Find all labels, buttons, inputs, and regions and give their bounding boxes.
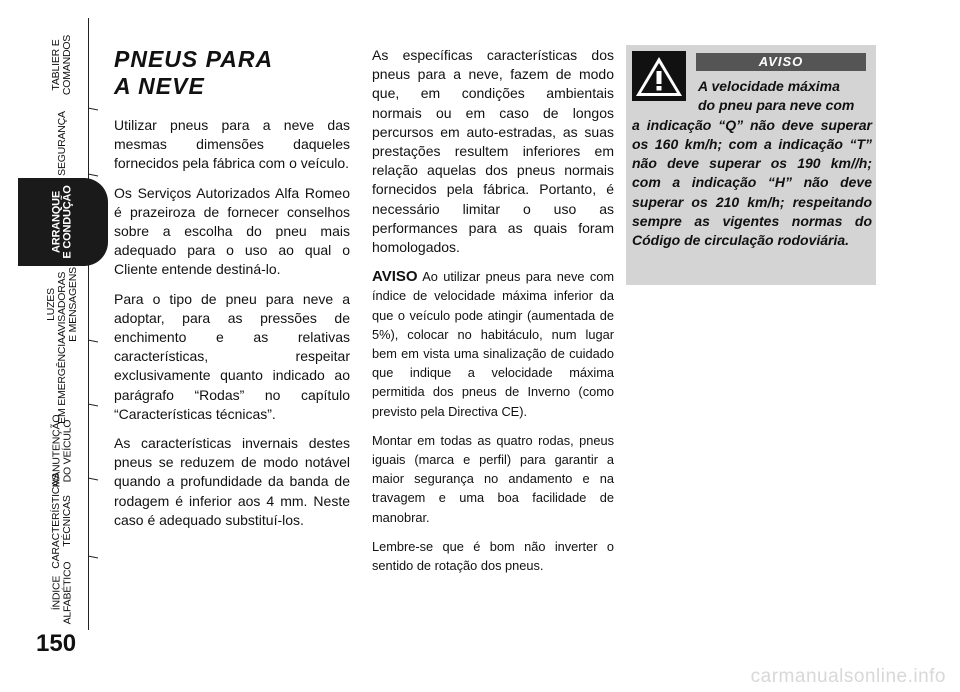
paragraph: As específicas características dos pneus para a neve, fazem de modo que, em condições ambientais normais ou em caso de longos percursos em auto-estradas, as suas prestações resultem inferiores em relação aquelas dos pneus normais fornecidos pela fábrica. Portanto, é necessário limitar o uso as performances para as quais foram homologados.: [372, 47, 614, 256]
tab-em-emergencia[interactable]: EM EMERGÊNCIA: [55, 336, 68, 424]
paragraph: Os Serviços Autorizados Alfa Romeo é prazeiroza de fornecer conselhos sobre a escolha do pneu mais adequado para o uso ao qual o Cliente entende destiná-lo.: [114, 184, 350, 278]
tab-tablier-comandos[interactable]: TABLIER E COMANDOS: [50, 34, 73, 96]
paragraph: As características invernais destes pneus se reduzem de modo notável quando a profundidade da banda de rodagem é inferior aos 4 mm. Neste caso é adequado substituí-los.: [114, 435, 350, 528]
aviso-label: AVISO: [372, 268, 418, 286]
paragraph: Para o tipo de pneu para neve a adoptar, para as pressões de enchimento e as relativas características, respeitar exclusivamente quanto indicado ao parágrafo “Rodas” no capítulo “Características técnicas”.: [114, 290, 350, 422]
tab-arranque-conducao[interactable]: ARRANQUE E CONDUÇÃO: [18, 178, 108, 266]
warning-box: [626, 45, 876, 285]
page-number: 150: [36, 630, 77, 657]
tab-separators: [86, 0, 100, 630]
tab-manutencao[interactable]: MANUTENÇÃO DO VEÍCULO: [50, 414, 74, 488]
paragraph: Montar em todas as quatro rodas, pneus iguais (marca e perfil) para garantir a maior segurança no andamento e na travagem e uma boa facilidade de manobrar.: [372, 432, 614, 525]
chapter-sidebar: [0, 0, 100, 692]
aviso-paragraph: AVISO Ao utilizar pneus para neve com índice de velocidade máxima inferior da que o veículo pode atingir (aumentada de 5%), colocar no habitáculo, num lugar bem em vista uma sinalização de cuidado que indique a velocidade máxima permitida dos pneus de Inverno (como previsto pela Directiva CE).: [372, 268, 615, 419]
column-2: [372, 46, 614, 585]
tab-caracteristicas-tecnicas[interactable]: CARACTERÍSTICAS TÉCNICAS: [50, 473, 74, 569]
tab-luzes-avisadoras[interactable]: LUZES AVISADORAS E MENSAGENS: [44, 266, 79, 342]
tab-indice-alfabetico[interactable]: ÍNDICE ALFABÉTICO: [50, 561, 73, 625]
column-1: [114, 46, 350, 540]
warning-text: A velocidade máxima do pneu para neve com a indicação “Q” não deve superar os 160 km/h; com a indicação “T” não deve superar os 190 km//h; com a indicação “H” não deve superar os 210 km/h; respeitando sempre as vigentes normas do Código de circulação rodoviária.: [632, 78, 872, 249]
tab-seguranca[interactable]: SEGURANÇA: [55, 110, 68, 176]
warning-band: AVISO: [696, 53, 866, 71]
watermark: carmanualsonline.info: [750, 666, 946, 687]
paragraph: Utilizar pneus para a neve das mesmas dimensões daqueles fornecidos pela fábrica com o veículo.: [114, 117, 350, 172]
paragraph: Lembre-se que é bom não inverter o sentido de rotação dos pneus.: [372, 538, 614, 574]
section-title: PNEUS PARA A NEVE: [114, 46, 274, 99]
